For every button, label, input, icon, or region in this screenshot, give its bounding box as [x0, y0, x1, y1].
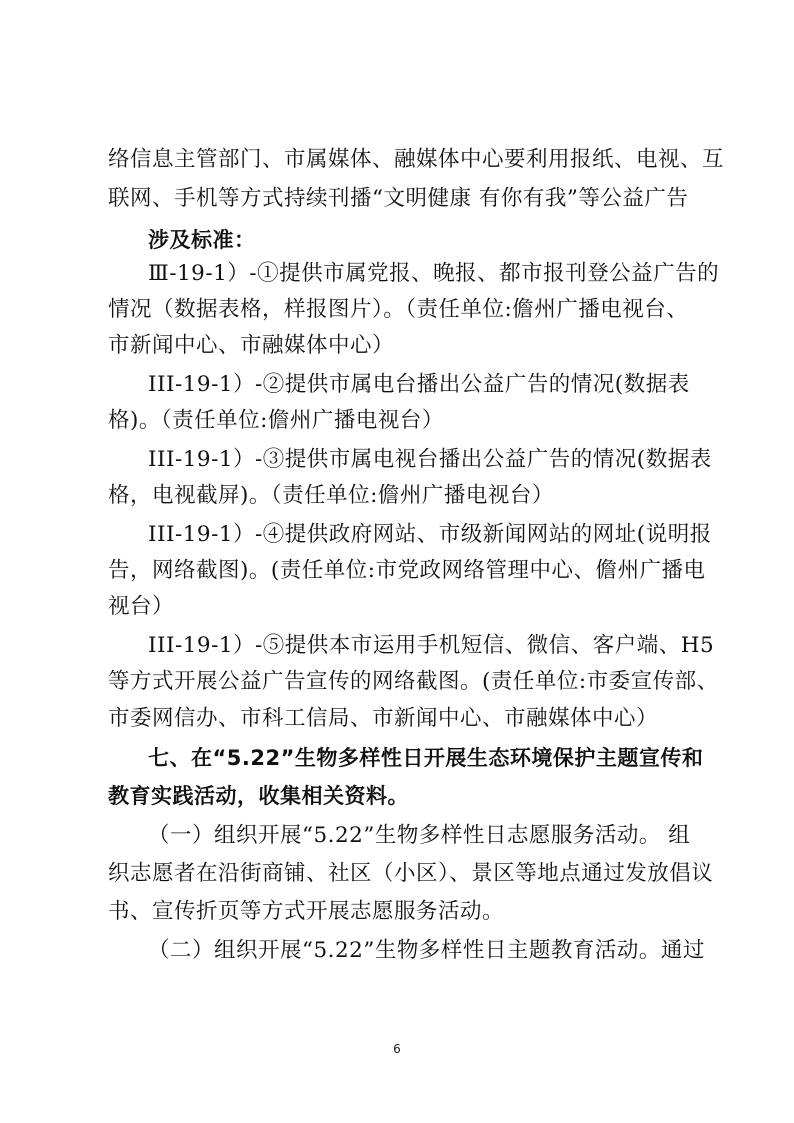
- item5-line-1: III-19-1）-⑤提供本市运用手机短信、微信、客户端、H5: [148, 633, 715, 658]
- item4-line-2: 告，网络截图)。(责任单位:市党政网络管理中心、儋州广播电: [108, 558, 706, 583]
- item4-line-3: 视台）: [108, 594, 175, 619]
- sub2-line-1: （二）组织开展“5.22”生物多样性日主题教育活动。通过: [148, 938, 705, 963]
- section7-heading-line-1: 七、在“5.22”生物多样性日开展生态环境保护主题宣传和: [148, 746, 704, 770]
- sub1-line-2: 织志愿者在沿街商铺、社区（小区）、景区等地点通过发放倡议: [108, 861, 714, 886]
- item2-line-2: 格)。（责任单位:儋州广播电视台）: [108, 408, 444, 433]
- item2-line-1: III-19-1）-②提供市属电台播出公益广告的情况(数据表: [148, 372, 690, 397]
- item1-line-3: 市新闻中心、市融媒体中心）: [108, 333, 395, 358]
- item4-line-1: III-19-1）-④提供政府网站、市级新闻网站的网址(说明报: [148, 522, 712, 547]
- page-number: 6: [393, 1042, 401, 1056]
- sub1-line-1: （一）组织开展“5.22”生物多样性日志愿服务活动。 组: [148, 823, 691, 848]
- item5-line-3: 市委网信办、市科工信局、市新闻中心、市融媒体中心）: [108, 706, 659, 731]
- item3-line-2: 格，电视截屏)。（责任单位:儋州广播电视台）: [108, 483, 554, 508]
- standards-heading: 涉及标准：: [148, 228, 256, 252]
- sub1-line-3: 书、宣传折页等方式开展志愿服务活动。: [108, 899, 505, 924]
- item5-line-2: 等方式开展公益广告宣传的网络截图。(责任单位:市委宣传部、: [108, 669, 719, 694]
- intro-line-1: 络信息主管部门、市属媒体、融媒体中心要利用报纸、电视、互: [108, 147, 725, 172]
- item3-line-1: III-19-1）-③提供市属电视台播出公益广告的情况(数据表: [148, 447, 712, 472]
- item1-line-1: Ⅲ-19-1）-①提供市属党报、晚报、都市报刊登公益广告的: [148, 261, 720, 286]
- section7-heading-line-2: 教育实践活动，收集相关资料。: [108, 784, 409, 808]
- item1-line-2: 情况（数据表格，样报图片）。（责任单位:儋州广播电视台、: [108, 297, 689, 322]
- intro-line-2: 联网、手机等方式持续刊播“文明健康 有你有我”等公益广告: [108, 186, 689, 211]
